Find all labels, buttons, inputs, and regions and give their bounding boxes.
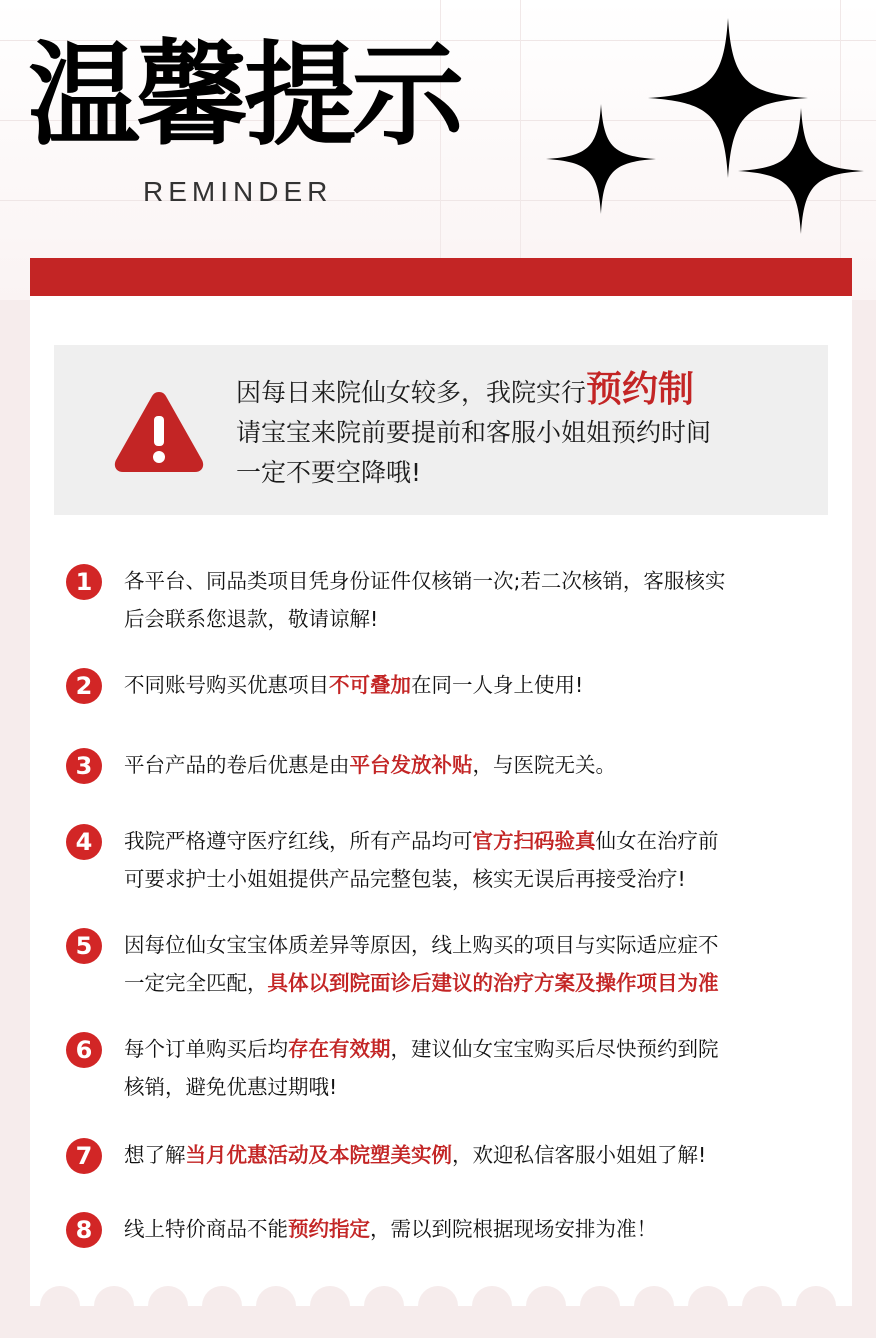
item-text-segment: 想了解 bbox=[124, 1143, 186, 1167]
notice-emphasis: 预约制 bbox=[586, 369, 695, 410]
item-text-segment: ，与医院无关。 bbox=[472, 753, 616, 777]
scallop-dot bbox=[310, 1286, 350, 1326]
list-item-text bbox=[124, 562, 826, 638]
warning-triangle-icon bbox=[112, 388, 206, 474]
list-item-text bbox=[124, 746, 826, 784]
item-text-segment: ，需以到院根据现场安排为准！ bbox=[370, 1217, 657, 1241]
notice-line-2: 请宝宝来院前要提前和客服小姐姐预约时间 bbox=[236, 418, 712, 447]
page-subtitle: REMINDER bbox=[143, 176, 333, 207]
number-badge: 3 bbox=[66, 748, 102, 784]
item-text-segment: 仙女在治疗前 bbox=[595, 829, 719, 853]
list-item-text bbox=[124, 1210, 826, 1248]
item-line: 各平台、同品类项目凭身份证件仅核销一次;若二次核销，客服核实 bbox=[124, 569, 726, 593]
number-badge: 8 bbox=[66, 1212, 102, 1248]
item-highlight: 平台发放补贴 bbox=[349, 753, 473, 777]
scallop-dot bbox=[580, 1286, 620, 1326]
list-item-text bbox=[124, 822, 826, 898]
item-text-segment: 一定完全匹配， bbox=[124, 971, 268, 995]
scallop-dot bbox=[418, 1286, 458, 1326]
item-line: 因每位仙女宝宝体质差异等原因，线上购买的项目与实际适应症不 bbox=[124, 933, 719, 957]
number-badge: 2 bbox=[66, 668, 102, 704]
item-text-segment: 平台产品的卷后优惠是由 bbox=[124, 753, 350, 777]
scallop-dot bbox=[40, 1286, 80, 1326]
list-item-text bbox=[124, 1030, 826, 1106]
notice-line-1-text: 因每日来院仙女较多，我院实行 bbox=[236, 378, 587, 407]
item-line: 后会联系您退款，敬请谅解! bbox=[124, 607, 379, 631]
page-title: 温馨提示 bbox=[28, 31, 460, 161]
list-item-text bbox=[124, 926, 826, 1002]
item-text-segment: 我院严格遵守医疗红线，所有产品均可 bbox=[124, 829, 473, 853]
scallop-dot bbox=[742, 1286, 782, 1326]
scallop-dot bbox=[526, 1286, 566, 1326]
item-text-segment: 线上特价商品不能 bbox=[124, 1217, 288, 1241]
scallop-dot bbox=[796, 1286, 836, 1326]
scallop-dot bbox=[472, 1286, 512, 1326]
scallop-dot bbox=[148, 1286, 188, 1326]
number-badge: 5 bbox=[66, 928, 102, 964]
scallop-dot bbox=[634, 1286, 674, 1326]
scallop-dot bbox=[688, 1286, 728, 1326]
number-badge: 1 bbox=[66, 564, 102, 600]
item-line: 可要求护士小姐姐提供产品完整包装，核实无误后再接受治疗! bbox=[124, 867, 686, 891]
notice-line-3: 一定不要空降哦! bbox=[236, 458, 422, 487]
item-highlight: 存在有效期 bbox=[288, 1037, 391, 1061]
item-highlight: 当月优惠活动及本院塑美实例 bbox=[185, 1143, 452, 1167]
list-item-text bbox=[124, 1136, 826, 1174]
list-item-text bbox=[124, 666, 826, 704]
item-highlight: 预约指定 bbox=[288, 1217, 370, 1241]
item-highlight: 官方扫码验真 bbox=[472, 829, 596, 853]
number-badge: 4 bbox=[66, 824, 102, 860]
notice-text bbox=[236, 370, 816, 493]
notice-line-1 bbox=[236, 370, 816, 413]
scallop-dot bbox=[94, 1286, 134, 1326]
item-text-segment: ，建议仙女宝宝购买后尽快预约到院 bbox=[390, 1037, 719, 1061]
item-text-segment: 不同账号购买优惠项目 bbox=[124, 673, 329, 697]
number-badge: 7 bbox=[66, 1138, 102, 1174]
number-badge: 6 bbox=[66, 1032, 102, 1068]
item-highlight: 不可叠加 bbox=[329, 673, 411, 697]
item-text-segment: 每个订单购买后均 bbox=[124, 1037, 288, 1061]
four-point-star-icon bbox=[738, 108, 864, 234]
scallop-dot bbox=[202, 1286, 242, 1326]
four-point-star-icon bbox=[546, 104, 656, 214]
item-text-segment: 在同一人身上使用! bbox=[411, 673, 584, 697]
grid-line bbox=[520, 0, 521, 260]
header-red-bar bbox=[30, 258, 852, 296]
item-text-segment: ，欢迎私信客服小姐姐了解! bbox=[452, 1143, 707, 1167]
item-line: 核销，避免优惠过期哦! bbox=[124, 1075, 338, 1099]
scallop-dot bbox=[256, 1286, 296, 1326]
scallop-dot bbox=[364, 1286, 404, 1326]
item-highlight: 具体以到院面诊后建议的治疗方案及操作项目为准 bbox=[267, 971, 719, 995]
